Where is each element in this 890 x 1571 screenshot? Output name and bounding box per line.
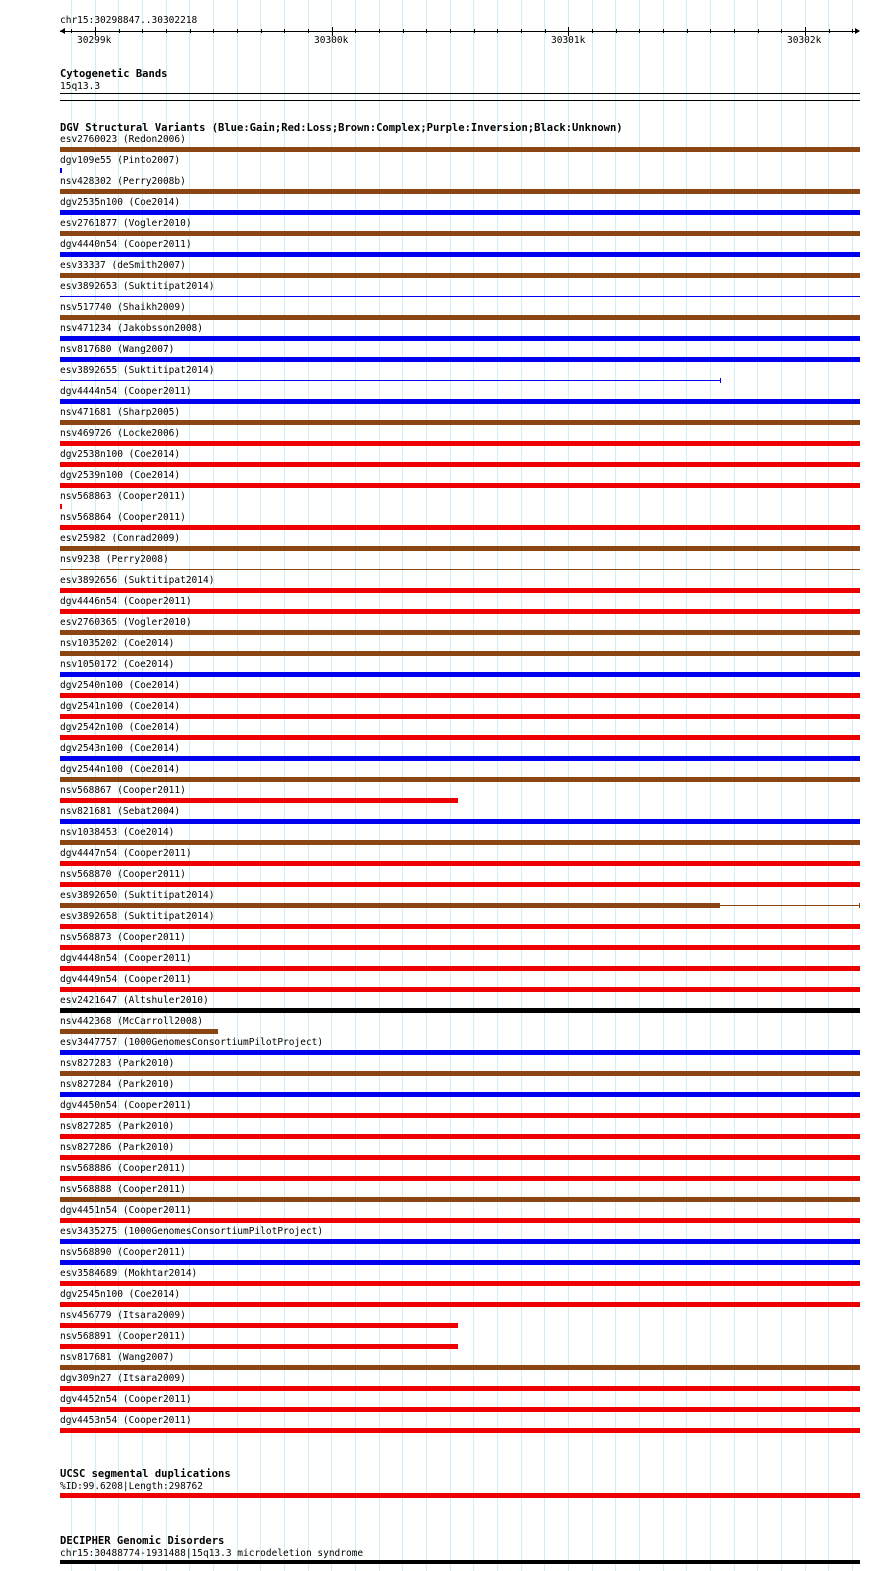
- dgv-feature-bar: [60, 819, 860, 824]
- ruler-minor-tick: [379, 29, 380, 33]
- segdup-feature-label: %ID:99.6208|Length:298762: [60, 1481, 203, 1492]
- dgv-feature-bar: [60, 1155, 860, 1160]
- dgv-feature-label: dgv309n27 (Itsara2009): [60, 1373, 186, 1384]
- dgv-feature-bar: [60, 1197, 860, 1202]
- dgv-feature-bar: [60, 336, 860, 341]
- dgv-feature-bar: [60, 1029, 218, 1034]
- segdup-feature-bar[interactable]: [60, 1493, 860, 1498]
- ruler-minor-tick: [758, 29, 759, 33]
- dgv-feature-label: esv3435275 (1000GenomesConsortiumPilotProject): [60, 1226, 324, 1237]
- dgv-feature-bar: [60, 189, 860, 194]
- dgv-feature-label: nsv827285 (Park2010): [60, 1121, 175, 1132]
- dgv-feature-bar: [60, 945, 860, 950]
- dgv-feature-label: esv3892655 (Suktitipat2014): [60, 365, 215, 376]
- dgv-feature-label: esv3584689 (Mokhtar2014): [60, 1268, 198, 1279]
- dgv-feature-bar: [60, 357, 860, 362]
- dgv-feature-label: nsv827284 (Park2010): [60, 1079, 175, 1090]
- ruler-minor-tick: [166, 29, 167, 33]
- dgv-feature-bar: [60, 1113, 860, 1118]
- dgv-feature-bar: [60, 147, 860, 152]
- dgv-feature-label: nsv428302 (Perry2008b): [60, 176, 186, 187]
- dgv-feature-label: nsv568867 (Cooper2011): [60, 785, 186, 796]
- dgv-feature-bar: [60, 756, 860, 761]
- dgv-feature-bar: [60, 1260, 860, 1265]
- dgv-feature-bar: [60, 777, 860, 782]
- location-label: chr15:30298847..30302218: [60, 15, 198, 26]
- dgv-feature-bar: [60, 315, 860, 320]
- ruler-minor-tick: [355, 29, 356, 33]
- ruler-minor-tick: [237, 29, 238, 33]
- dgv-feature-bar: [60, 462, 860, 467]
- dgv-feature-bar: [60, 1281, 860, 1286]
- dgv-feature-label: dgv4440n54 (Cooper2011): [60, 239, 192, 250]
- ruler-minor-tick: [734, 29, 735, 33]
- dgv-feature-label: dgv4452n54 (Cooper2011): [60, 1394, 192, 1405]
- dgv-feature-label: dgv2535n100 (Coe2014): [60, 197, 181, 208]
- dgv-feature-bar: [60, 399, 860, 404]
- dgv-feature-bar: [60, 924, 860, 929]
- ruler-minor-tick: [663, 29, 664, 33]
- dgv-feature-bar: [60, 966, 860, 971]
- cytoband-track-title: Cytogenetic Bands: [60, 68, 168, 80]
- ruler-minor-tick: [497, 29, 498, 33]
- segdup-track-title: UCSC segmental duplications: [60, 1468, 231, 1480]
- dgv-feature-line: [60, 569, 860, 570]
- dgv-feature-label: nsv471234 (Jakobsson2008): [60, 323, 203, 334]
- dgv-feature-line: [720, 905, 860, 906]
- dgv-feature-bar: [60, 735, 860, 740]
- dgv-feature-label: dgv4447n54 (Cooper2011): [60, 848, 192, 859]
- dgv-track-title: DGV Structural Variants (Blue:Gain;Red:Loss;Brown:Complex;Purple:Inversion;Black:Unknown): [60, 122, 623, 134]
- ruler-minor-tick: [71, 29, 72, 33]
- dgv-feature-label: nsv568888 (Cooper2011): [60, 1184, 186, 1195]
- ruler-right-arrow-icon: [855, 28, 860, 34]
- dgv-feature-label: dgv2541n100 (Coe2014): [60, 701, 181, 712]
- dgv-feature-label: nsv517740 (Shaikh2009): [60, 302, 186, 313]
- dgv-feature-bar: [60, 861, 860, 866]
- ruler-minor-tick: [521, 29, 522, 33]
- dgv-feature-label: esv25982 (Conrad2009): [60, 533, 181, 544]
- dgv-feature-label: esv2760365 (Vogler2010): [60, 617, 192, 628]
- decipher-feature-bar[interactable]: [60, 1560, 860, 1564]
- dgv-feature-label: esv2761877 (Vogler2010): [60, 218, 192, 229]
- ruler-minor-tick: [403, 29, 404, 33]
- ruler-minor-tick: [592, 29, 593, 33]
- dgv-feature-label: dgv2543n100 (Coe2014): [60, 743, 181, 754]
- ruler-label-30299k: 30299k: [77, 35, 112, 46]
- dgv-feature-label: nsv821681 (Sebat2004): [60, 806, 181, 817]
- dgv-feature-bar: [60, 672, 860, 677]
- dgv-feature-bar: [60, 525, 860, 530]
- dgv-feature-bar: [60, 588, 860, 593]
- dgv-feature-line: [60, 380, 720, 381]
- ruler-minor-tick: [616, 29, 617, 33]
- dgv-feature-label: dgv4450n54 (Cooper2011): [60, 1100, 192, 1111]
- dgv-feature-label: nsv9238 (Perry2008): [60, 554, 169, 565]
- ruler-label-30301k: 30301k: [551, 35, 586, 46]
- dgv-feature-label: dgv4451n54 (Cooper2011): [60, 1205, 192, 1216]
- ruler-minor-tick: [710, 29, 711, 33]
- dgv-feature-label: dgv4444n54 (Cooper2011): [60, 386, 192, 397]
- dgv-feature-bar: [60, 273, 860, 278]
- ruler-minor-tick: [852, 29, 853, 33]
- dgv-feature-label: nsv442368 (McCarroll2008): [60, 1016, 203, 1027]
- dgv-feature-end-tick: [859, 903, 860, 908]
- ruler-minor-tick: [426, 29, 427, 33]
- dgv-feature-bar: [60, 609, 860, 614]
- cytoband-label: 15q13.3: [60, 81, 101, 92]
- dgv-feature-bar: [60, 483, 860, 488]
- dgv-feature-bar: [60, 420, 860, 425]
- dgv-feature-label: nsv568870 (Cooper2011): [60, 869, 186, 880]
- dgv-feature-label: nsv456779 (Itsara2009): [60, 1310, 186, 1321]
- ruler-axis: [60, 31, 859, 32]
- dgv-feature-bar: [60, 1239, 860, 1244]
- dgv-feature-label: dgv2544n100 (Coe2014): [60, 764, 181, 775]
- dgv-feature-label: nsv568863 (Cooper2011): [60, 491, 186, 502]
- dgv-feature-label: dgv4448n54 (Cooper2011): [60, 953, 192, 964]
- dgv-feature-label: nsv568864 (Cooper2011): [60, 512, 186, 523]
- dgv-feature-bar: [60, 210, 860, 215]
- dgv-feature-label: esv3892653 (Suktitipat2014): [60, 281, 215, 292]
- dgv-feature-label: esv3892658 (Suktitipat2014): [60, 911, 215, 922]
- dgv-feature-bar: [60, 1386, 860, 1391]
- dgv-feature-label: nsv469726 (Locke2006): [60, 428, 181, 439]
- dgv-feature-label: dgv4446n54 (Cooper2011): [60, 596, 192, 607]
- dgv-feature-label: dgv2542n100 (Coe2014): [60, 722, 181, 733]
- dgv-feature-bar: [60, 1071, 860, 1076]
- ruler-minor-tick: [639, 29, 640, 33]
- dgv-feature-bar: [60, 252, 860, 257]
- dgv-feature-label: nsv1035202 (Coe2014): [60, 638, 175, 649]
- dgv-feature-bar: [60, 1134, 860, 1139]
- dgv-feature-label: dgv2545n100 (Coe2014): [60, 1289, 181, 1300]
- dgv-feature-label: nsv1038453 (Coe2014): [60, 827, 175, 838]
- dgv-feature-bar: [60, 1428, 860, 1433]
- ruler-label-30302k: 30302k: [787, 35, 822, 46]
- dgv-feature-label: nsv568891 (Cooper2011): [60, 1331, 186, 1342]
- ruler-minor-tick: [687, 29, 688, 33]
- dgv-feature-line: [60, 296, 860, 297]
- ruler-minor-tick: [781, 29, 782, 33]
- ruler-minor-tick: [142, 29, 143, 33]
- dgv-feature-label: esv3892656 (Suktitipat2014): [60, 575, 215, 586]
- dgv-feature-bar: [60, 987, 860, 992]
- ruler-minor-tick: [829, 29, 830, 33]
- ruler-minor-tick: [213, 29, 214, 33]
- dgv-feature-label: nsv817681 (Wang2007): [60, 1352, 175, 1363]
- dgv-feature-bar: [60, 798, 458, 803]
- dgv-feature-bar: [60, 840, 860, 845]
- ruler-minor-tick: [284, 29, 285, 33]
- ruler-minor-tick: [119, 29, 120, 33]
- dgv-feature-bar: [60, 1302, 860, 1307]
- dgv-feature-bar: [60, 1365, 860, 1370]
- dgv-feature-bar: [60, 714, 860, 719]
- ruler-minor-tick: [545, 29, 546, 33]
- dgv-feature-label: nsv568873 (Cooper2011): [60, 932, 186, 943]
- decipher-track-title: DECIPHER Genomic Disorders: [60, 1535, 225, 1547]
- ruler-left-arrow-icon: [60, 28, 65, 34]
- dgv-feature-label: nsv471681 (Sharp2005): [60, 407, 181, 418]
- dgv-feature-label: nsv827286 (Park2010): [60, 1142, 175, 1153]
- dgv-feature-bar: [60, 1344, 458, 1349]
- cytoband-top-line: [60, 93, 860, 94]
- dgv-feature-label: esv2421647 (Altshuler2010): [60, 995, 209, 1006]
- dgv-feature-bar: [60, 882, 860, 887]
- dgv-feature-bar: [60, 1323, 458, 1328]
- dgv-feature-bar: [60, 1008, 860, 1013]
- dgv-feature-bar: [60, 693, 860, 698]
- dgv-feature-bar: [60, 903, 720, 908]
- dgv-feature-label: nsv1050172 (Coe2014): [60, 659, 175, 670]
- dgv-feature-label: nsv568886 (Cooper2011): [60, 1163, 186, 1174]
- decipher-feature-label: chr15:30488774-1931488|15q13.3 microdeletion syndrome: [60, 1548, 364, 1559]
- dgv-feature-bar: [60, 168, 62, 173]
- dgv-feature-bar: [60, 1407, 860, 1412]
- dgv-feature-label: dgv2540n100 (Coe2014): [60, 680, 181, 691]
- dgv-feature-end-tick: [720, 378, 721, 383]
- dgv-feature-bar: [60, 441, 860, 446]
- ruler-minor-tick: [450, 29, 451, 33]
- dgv-feature-bar: [60, 630, 860, 635]
- dgv-feature-bar: [60, 1092, 860, 1097]
- dgv-feature-bar: [60, 546, 860, 551]
- dgv-feature-bar: [60, 1218, 860, 1223]
- dgv-feature-bar: [60, 504, 62, 509]
- dgv-feature-label: esv33337 (deSmith2007): [60, 260, 186, 271]
- dgv-feature-label: dgv109e55 (Pinto2007): [60, 155, 181, 166]
- ruler-minor-tick: [308, 29, 309, 33]
- dgv-feature-bar: [60, 231, 860, 236]
- cytoband-bottom-line: [60, 100, 860, 101]
- ruler-minor-tick: [474, 29, 475, 33]
- ruler-minor-tick: [261, 29, 262, 33]
- dgv-feature-label: esv2760023 (Redon2006): [60, 134, 186, 145]
- ruler-label-30300k: 30300k: [314, 35, 349, 46]
- dgv-feature-bar: [60, 1050, 860, 1055]
- dgv-feature-bar: [60, 651, 860, 656]
- dgv-feature-label: esv3447757 (1000GenomesConsortiumPilotProject): [60, 1037, 324, 1048]
- ruler-minor-tick: [190, 29, 191, 33]
- dgv-feature-label: dgv2539n100 (Coe2014): [60, 470, 181, 481]
- dgv-feature-label: dgv4453n54 (Cooper2011): [60, 1415, 192, 1426]
- dgv-feature-label: esv3892650 (Suktitipat2014): [60, 890, 215, 901]
- dgv-feature-label: nsv568890 (Cooper2011): [60, 1247, 186, 1258]
- dgv-feature-label: nsv827283 (Park2010): [60, 1058, 175, 1069]
- dgv-feature-label: dgv4449n54 (Cooper2011): [60, 974, 192, 985]
- dgv-feature-label: dgv2538n100 (Coe2014): [60, 449, 181, 460]
- dgv-feature-bar: [60, 1176, 860, 1181]
- dgv-feature-label: nsv817680 (Wang2007): [60, 344, 175, 355]
